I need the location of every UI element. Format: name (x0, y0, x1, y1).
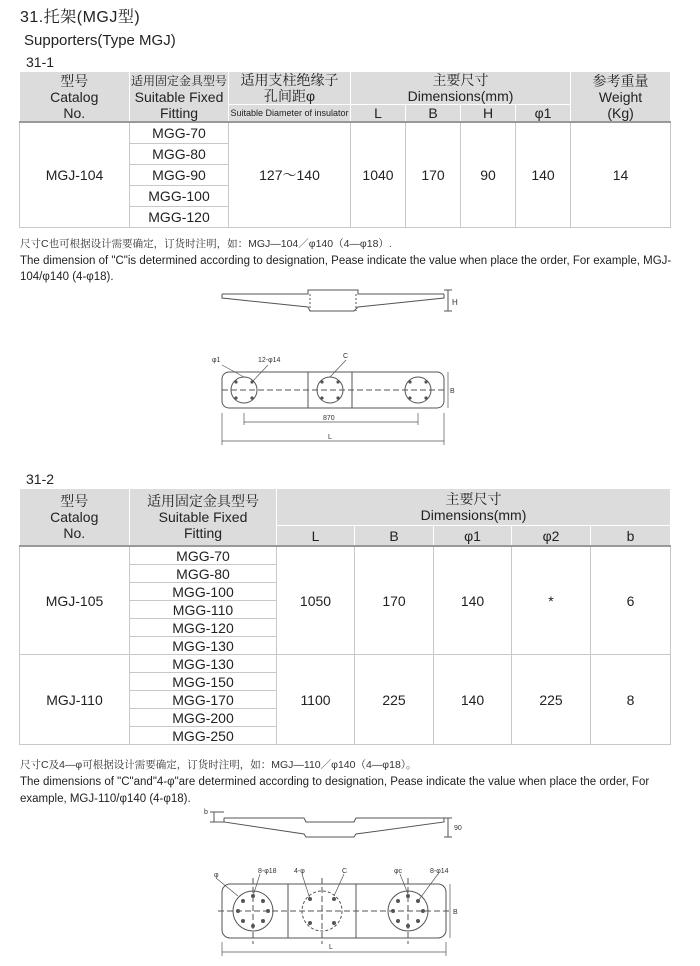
t2-fitting: MGG-130 (130, 637, 277, 655)
t2-catalog: MGJ-105 (20, 546, 130, 655)
d1-top-view (222, 372, 444, 408)
t2-fitting: MGG-110 (130, 601, 277, 619)
t2-L: 1050 (277, 546, 355, 655)
d2-phic-label: φc (394, 868, 403, 875)
t1-catalog: MGJ-104 (20, 122, 130, 228)
t1-fitting: MGG-80 (130, 144, 229, 165)
page-subheading: Supporters(Type MGJ) (24, 32, 176, 49)
t2-col-dimensions: 主要尺寸 Dimensions(mm) (277, 489, 671, 526)
table2-label: 31-2 (26, 471, 55, 487)
table2 (19, 489, 671, 745)
t2-col-phi1: φ1 (434, 526, 512, 547)
t2-col-L: L (277, 526, 355, 547)
t2-fitting: MGG-130 (130, 655, 277, 673)
t1-col-dimensions: 主要尺寸 Dimensions(mm) (351, 72, 571, 105)
drawing2 (198, 806, 478, 964)
t2-phi1: 140 (434, 546, 512, 655)
t1-fitting: MGG-120 (130, 207, 229, 228)
t2-L: 1100 (277, 655, 355, 745)
d2-L-label: L (329, 944, 333, 951)
drawing1 (200, 285, 480, 455)
t1-col-B: B (406, 105, 461, 123)
t2-col-phi2: φ2 (512, 526, 591, 547)
t1-H: 90 (461, 122, 516, 228)
t2-fitting: MGG-250 (130, 727, 277, 745)
d1-side-view (222, 290, 452, 311)
t1-col-H: H (461, 105, 516, 123)
d2-B-label: B (453, 909, 458, 916)
t2-fitting: MGG-100 (130, 583, 277, 601)
t2-fitting: MGG-150 (130, 673, 277, 691)
d1-B-label: B (450, 388, 455, 395)
table2-note-en: The dimensions of "C"and"4-φ"are determined according to designation, Pease indicate the value when place the order, For example, MGJ-110/φ140 (4-φ18). (20, 776, 650, 805)
t2-fitting: MGG-170 (130, 691, 277, 709)
t1-B: 170 (406, 122, 461, 228)
t2-fitting: MGG-80 (130, 565, 277, 583)
t1-col-dia-en: Suitable Diameter of insulator (229, 105, 351, 123)
t1-fitting: MGG-100 (130, 186, 229, 207)
t2-phi1: 140 (434, 655, 512, 745)
t1-fitting: MGG-70 (130, 122, 229, 144)
d2-phi-label: φ (214, 872, 219, 879)
t1-phi1: 140 (516, 122, 571, 228)
d2-90-label: 90 (454, 825, 462, 832)
t1-col-catalog: 型号 Catalog No. (20, 72, 130, 122)
t2-fitting: MGG-120 (130, 619, 277, 637)
t2-col-fitting: 适用固定金具型号 Suitable Fixed Fitting (130, 489, 277, 546)
t2-b: 8 (591, 655, 671, 745)
t2-phi2: 225 (512, 655, 591, 745)
t2-phi2: * (512, 546, 591, 655)
t1-col-L: L (351, 105, 406, 123)
d1-side-H: H (452, 298, 458, 307)
t1-L: 1040 (351, 122, 406, 228)
table1 (19, 72, 671, 228)
t2-col-b: b (591, 526, 671, 547)
d2-C-label: C (342, 868, 348, 875)
t1-col-diameter: 适用支柱绝缘子 孔间距φ (229, 72, 351, 105)
t2-fitting: MGG-70 (130, 546, 277, 565)
d1-C-label: C (343, 353, 349, 360)
t1-col-phi1: φ1 (516, 105, 571, 123)
table2-note-cn: 尺寸C及4—φ可根据设计需要确定，订货时注明，如：MGJ—110／φ140（4—φ18）。 (20, 759, 417, 771)
t1-weight: 14 (571, 122, 671, 228)
d2-holes2-label: 4-φ (294, 868, 305, 875)
d2-side-view (210, 812, 452, 837)
table1-note-en: The dimension of "C"is determined according to designation, Pease indicate the value when place the order, For example, MGJ-104/φ140 (4-φ18). (20, 255, 672, 283)
table1-label: 31-1 (26, 54, 55, 70)
t2-fitting: MGG-200 (130, 709, 277, 727)
t1-col-fitting: 适用固定金具型号 Suitable Fixed Fitting (130, 73, 227, 121)
page-heading: 31.托架(MGJ型) (20, 9, 141, 26)
d1-L-label: L (328, 434, 332, 441)
t2-col-catalog: 型号 Catalog No. (20, 489, 130, 546)
d2-top-view (218, 878, 450, 944)
t2-B: 225 (355, 655, 434, 745)
t1-fitting: MGG-90 (130, 165, 229, 186)
t2-b: 6 (591, 546, 671, 655)
t2-B: 170 (355, 546, 434, 655)
d1-phi1-label: φ1 (212, 357, 221, 364)
d2-holes1-label: 8-φ18 (258, 868, 277, 875)
d2-holes3-label: 8-φ14 (430, 868, 449, 875)
d1-holes-label: 12-φ14 (258, 357, 281, 364)
t1-diameter: 127～140 (229, 122, 351, 228)
t2-catalog: MGJ-110 (20, 655, 130, 745)
d1-870-label: 870 (323, 415, 335, 422)
d2-b-label: b (204, 809, 208, 816)
table1-note-cn: 尺寸C也可根据设计需要确定，订货时注明，如：MGJ—104／φ140（4—φ18）. (20, 238, 392, 250)
t2-col-B: B (355, 526, 434, 547)
t1-col-weight: 参考重量 Weight (Kg) (571, 72, 671, 122)
